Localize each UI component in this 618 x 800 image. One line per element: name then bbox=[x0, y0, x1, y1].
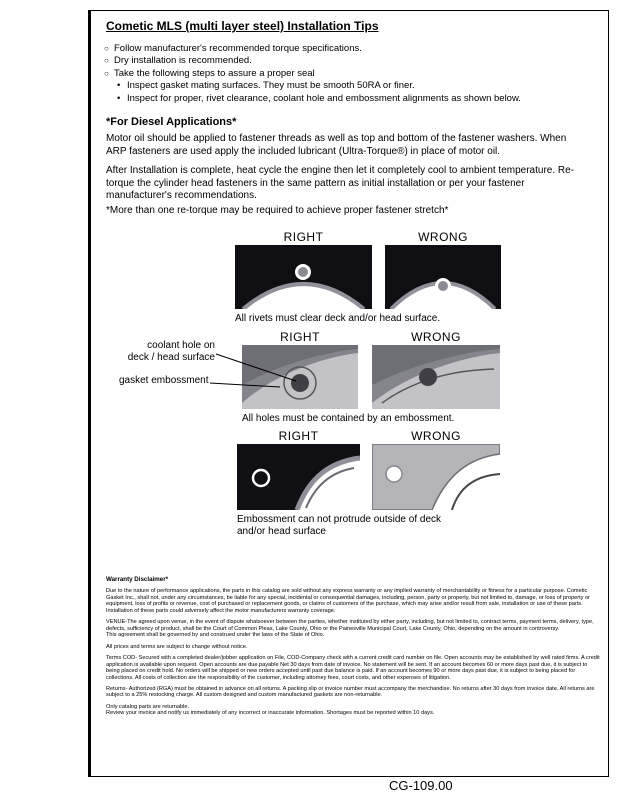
disclaimer-paragraph: Due to the nature of performance applications, the parts in this catalog are sold without any express warranty or any implied warranty of merchantability or fitness for a particular purpose. Cometic Gasket Inc., shall not, under any circumstances, be liable for any special, incidental or consequential damages, including, person, party or property, but not limited to, damage, or loss of property or equipment, loss of profits or revenue, cost of purchased or replacement goods, or claims of customers of the purchase, which may arise and/or result from sale, installation or use of these parts. Installation of these parts could adversely affect the motor manufacturers warranty coverage. bbox=[106, 588, 591, 614]
wrong-column bbox=[372, 429, 500, 510]
list-item bbox=[117, 80, 521, 92]
right-label: RIGHT bbox=[283, 230, 324, 244]
right-label: RIGHT bbox=[280, 330, 320, 344]
coolant-hole-label-line2: deck / head surface bbox=[127, 351, 215, 363]
wrong-label: WRONG bbox=[411, 429, 461, 443]
holes-caption: All holes must be contained by an embossment. bbox=[242, 413, 455, 424]
diagram-row-embossment bbox=[237, 429, 500, 538]
disclaimer-paragraph: Only catalog parts are returnable. bbox=[106, 703, 190, 710]
right-column bbox=[237, 429, 360, 510]
page-title: Cometic MLS (multi layer steel) Installation Tips bbox=[106, 19, 379, 33]
diagram-embossment-right bbox=[237, 444, 360, 510]
diagram-rivet-right bbox=[235, 245, 372, 309]
diesel-applications-heading: *For Diesel Applications* bbox=[106, 116, 237, 128]
bullet-marker: ○ bbox=[104, 68, 109, 78]
coolant-hole-label bbox=[118, 340, 215, 363]
right-column bbox=[242, 330, 358, 409]
diagram-hole-right bbox=[242, 345, 358, 409]
disclaimer-paragraph: This agreement shall be governed by and construed under the laws of the State of Ohio. bbox=[106, 632, 325, 639]
list-item bbox=[104, 68, 521, 80]
wrong-column bbox=[385, 230, 501, 309]
warranty-disclaimer-heading: Warranty Disclaimer* bbox=[106, 576, 169, 583]
diagram-rivet-wrong bbox=[385, 245, 501, 309]
disclaimer-paragraph: Terms COD- Secured with a completed dealer/jobber application on File, COD-Company check with a current credit card number on file. Open accounts may be established by well rated firms. A credit application is available upon request. Open accounts are due payable Net 30 days from date of invoice. No statement will be sent. If an account becomes 60 or more days past due, it is subject to being placed on credit hold. No orders will be shipped or new orders accepted until past due balance is paid. If an account becomes 90 or more days past due, it is subject to being placed for collections. All costs of collection are the responsibility of the customer, including attorney fees, court costs, and other expenses of litigation. bbox=[106, 655, 600, 681]
diagram-row-holes bbox=[242, 330, 500, 425]
wrong-label: WRONG bbox=[411, 330, 461, 344]
embossment-caption-line1: Embossment can not protrude outside of deck bbox=[237, 514, 442, 525]
page-number: CG-109.00 bbox=[389, 778, 453, 793]
right-column bbox=[235, 230, 372, 309]
disclaimer-paragraph: VENUE-The agreed upon venue, in the event of dispute whatsoever between the parties, whether instituted by either party, including, but not limited to, contract terms, payment terms, delivery, type, defects, sufficiency of product, shall be the Court of Common Pleas, Lake County, Ohio or the Painesville Municipal Court, Lake County, Ohio, depending on the amount in controversy. bbox=[106, 619, 594, 632]
right-label: RIGHT bbox=[278, 429, 319, 443]
gasket-embossment-label: gasket embossment bbox=[119, 375, 209, 386]
diesel-paragraph-2: After Installation is complete, heat cycle the engine then let it completely cool to ambient temperature. Re-torque the cylinder head fasteners in the same pattern as initial installation or per your fastener manufacturer's recommendations. bbox=[106, 165, 575, 202]
diagram-row-rivets bbox=[235, 230, 501, 325]
warranty-disclaimer bbox=[106, 576, 602, 722]
diesel-paragraph-1: Motor oil should be applied to fastener threads as well as top and bottom of the fastener washers. When ARP fasteners are used apply the included lubricant (Ultra-Torque®) in place of motor oil. bbox=[106, 133, 567, 157]
embossment-caption bbox=[237, 514, 500, 538]
bullet-marker: • bbox=[117, 80, 121, 92]
disclaimer-paragraph: All prices and terms are subject to change without notice. bbox=[106, 643, 248, 650]
embossment-caption-line2: and/or head surface bbox=[237, 526, 326, 537]
bullet-marker: ○ bbox=[104, 44, 109, 53]
diagram-embossment-wrong bbox=[372, 444, 500, 510]
tips-list bbox=[104, 43, 521, 105]
coolant-hole-label-line1: coolant hole on bbox=[147, 340, 215, 351]
disclaimer-paragraph: Review your invoice and notify us immediately of any incorrect or inaccurate information. Shortages must be reported within 10 days. bbox=[106, 710, 435, 717]
tip-text: Inspect gasket mating surfaces. They must be smooth 50RA or finer. bbox=[127, 80, 415, 92]
wrong-label: WRONG bbox=[418, 230, 468, 244]
tip-text: Inspect for proper, rivet clearance, coolant hole and embossment alignments as shown below. bbox=[127, 92, 521, 104]
wrong-column bbox=[372, 330, 500, 409]
tip-text: Take the following steps to assure a proper seal bbox=[114, 67, 315, 79]
list-item bbox=[104, 43, 521, 55]
rivets-caption: All rivets must clear deck and/or head surface. bbox=[235, 313, 441, 324]
retorque-note: *More than one re-torque may be required to achieve proper fastener stretch* bbox=[106, 205, 449, 216]
disclaimer-paragraph: Returns- Authorized (RGA) must be obtained in advance on all returns. A packing slip or invoice number must accompany the merchandise. No returns after 30 days from invoice date. All returns are subject to a 25% restocking charge. All custom designed and custom manufactured gaskets are non-returnable. bbox=[106, 686, 595, 699]
bullet-marker: ○ bbox=[104, 56, 109, 66]
diagram-hole-wrong bbox=[372, 345, 500, 409]
tip-text: Dry installation is recommended. bbox=[114, 55, 252, 67]
tip-text: Follow manufacturer's recommended torque specifications. bbox=[114, 43, 362, 54]
bullet-marker: • bbox=[117, 92, 121, 104]
list-item bbox=[117, 93, 521, 105]
list-item bbox=[104, 55, 521, 67]
